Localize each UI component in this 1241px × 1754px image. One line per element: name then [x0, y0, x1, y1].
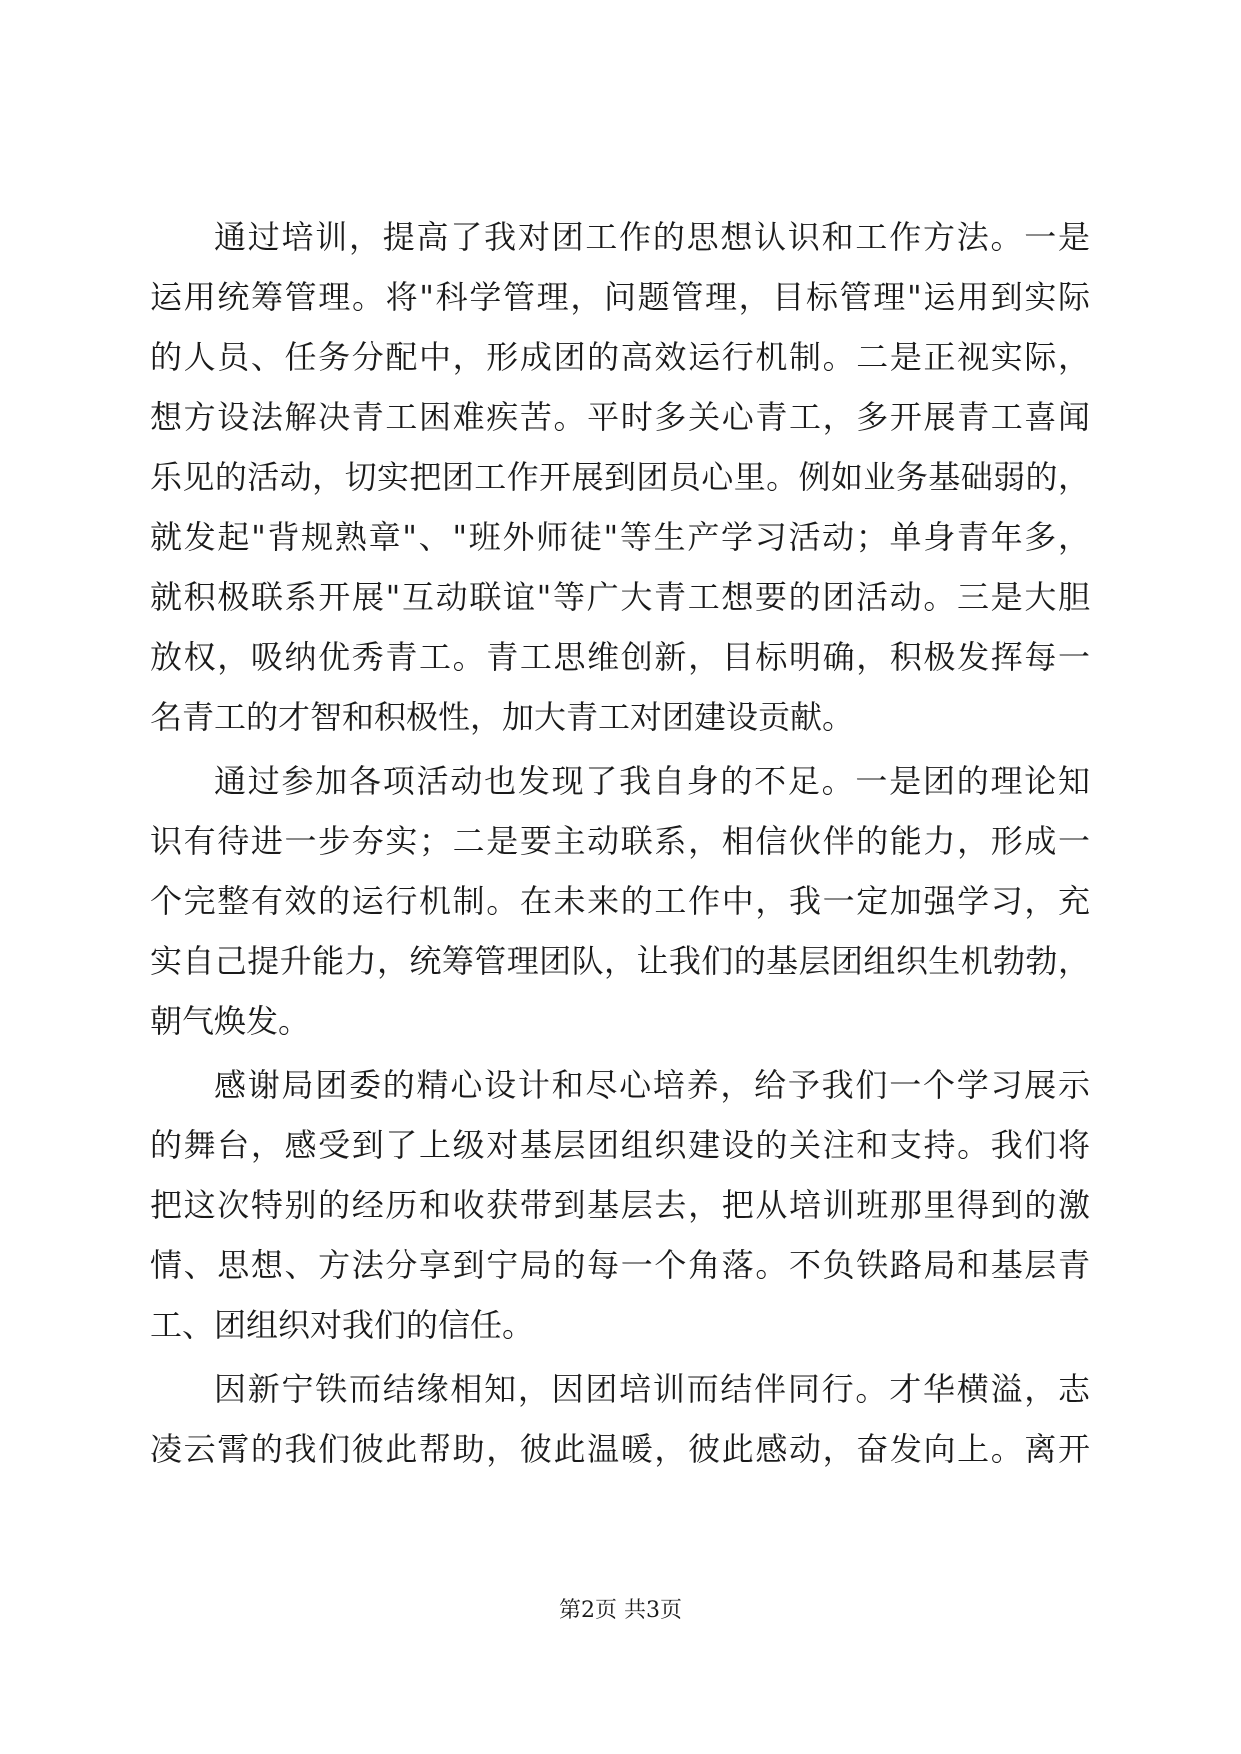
text-line: 就积极联系开展"互动联谊"等广大青工想要的团活动。三是大胆: [150, 578, 1090, 616]
text-line: 识有待进一步夯实；二是要主动联系，相信伙伴的能力，形成一: [150, 822, 1090, 860]
document-body: [150, 207, 1090, 1483]
text-line: 情、思想、方法分享到宁局的每一个角落。不负铁路局和基层青: [150, 1246, 1090, 1284]
text-line: 通过培训，提高了我对团工作的思想认识和工作方法。一是: [214, 218, 1090, 256]
text-line: 乐见的活动，切实把团工作开展到团员心里。例如业务基础弱的，: [150, 458, 1090, 496]
text-line: 的舞台，感受到了上级对基层团组织建设的关注和支持。我们将: [150, 1126, 1090, 1164]
text-line: 运用统筹管理。将"科学管理，问题管理，目标管理"运用到实际: [150, 278, 1090, 316]
text-line: 感谢局团委的精心设计和尽心培养，给予我们一个学习展示: [214, 1066, 1090, 1104]
paragraph-thanks: [150, 1055, 1090, 1355]
paragraph-training-gains: [150, 207, 1090, 747]
text-line: 工、团组织对我们的信任。: [150, 1306, 535, 1344]
text-line: 就发起"背规熟章"、"班外师徒"等生产学习活动；单身青年多，: [150, 518, 1090, 556]
paragraph-closing: [150, 1359, 1090, 1479]
paragraph-shortcomings: [150, 751, 1090, 1051]
text-line: 名青工的才智和积极性，加大青工对团建设贡献。: [150, 698, 855, 736]
text-line: 朝气焕发。: [150, 1002, 311, 1040]
text-line: 把这次特别的经历和收获带到基层去，把从培训班那里得到的激: [150, 1186, 1090, 1224]
text-line: 放权，吸纳优秀青工。青工思维创新，目标明确，积极发挥每一: [150, 638, 1090, 676]
page-number-footer: 第2页 共3页: [559, 1598, 682, 1623]
text-line: 的人员、任务分配中，形成团的高效运行机制。二是正视实际，: [150, 338, 1090, 376]
text-line: 实自己提升能力，统筹管理团队，让我们的基层团组织生机勃勃，: [150, 942, 1090, 980]
text-line: 凌云霄的我们彼此帮助，彼此温暖，彼此感动，奋发向上。离开: [150, 1430, 1090, 1468]
text-line: 因新宁铁而结缘相知，因团培训而结伴同行。才华横溢，志: [214, 1370, 1090, 1408]
text-line: 通过参加各项活动也发现了我自身的不足。一是团的理论知: [214, 762, 1090, 800]
text-line: 个完整有效的运行机制。在未来的工作中，我一定加强学习，充: [150, 882, 1090, 920]
text-line: 想方设法解决青工困难疾苦。平时多关心青工，多开展青工喜闻: [150, 398, 1090, 436]
